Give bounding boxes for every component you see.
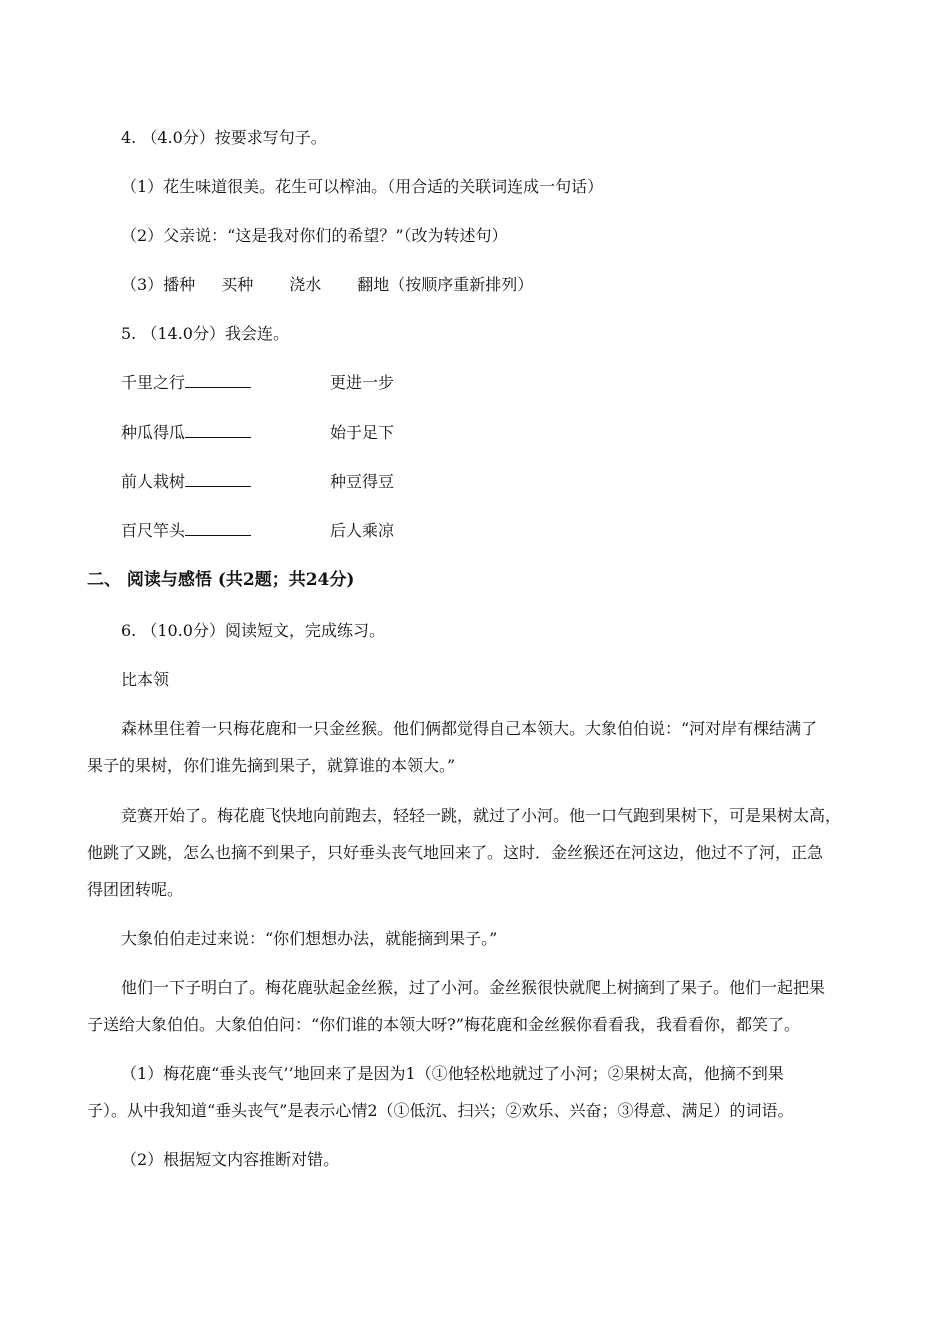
passage-paragraph-2-line-2: 他跳了又跳，怎么也摘不到果子，只好垂头丧气地回来了。这时．金丝猴还在河这边，他过不了河，正急 [87,843,824,862]
answer-blank[interactable] [185,373,251,388]
question-6-sub-1-line-1: （1）梅花鹿“垂头丧气’’地回来了是因为1（①他轻松地就过了小河；②果树太高，他摘不到果 [121,1064,784,1083]
question-6-stem: 6. （10.0分）阅读短文，完成练习。 [121,621,385,640]
match-left-item [121,472,251,492]
answer-blank[interactable] [185,521,251,536]
passage-paragraph-4-line-2: 子送给大象伯伯。大象伯伯问：“你们谁的本领大呀?”梅花鹿和金丝猴你看看我，我看看你，都笑了。 [87,1015,800,1034]
match-left-item [121,521,251,541]
answer-blank[interactable] [185,472,251,487]
match-right-item: 更进一步 [330,373,395,392]
question-4-item-2: （2）父亲说：“这是我对你们的希望？”（改为转述句） [121,226,508,245]
match-left-text: 前人栽树 [121,472,186,491]
passage-title: 比本领 [121,670,170,689]
question-4-item-3-word-1: 买种 [221,275,254,294]
section-2-heading: 二、 阅读与感悟 (共2题；共24分) [87,570,355,590]
match-left-item [121,423,251,443]
match-left-text: 百尺竿头 [121,521,186,540]
passage-paragraph-4-line-1: 他们一下子明白了。梅花鹿驮起金丝猴，过了小河。金丝猴很快就爬上树摘到了果子。他们一起把果 [121,978,826,997]
passage-paragraph-2-line-1: 竞赛开始了。梅花鹿飞快地向前跑去，轻轻一跳，就过了小河。他一口气跑到果树下，可是果树太高， [121,806,842,825]
match-left-item [121,373,251,393]
question-4-item-1: （1）花生味道很美。花生可以榨油。（用合适的关联词连成一句话） [121,177,604,196]
match-right-item: 始于足下 [330,423,395,442]
passage-paragraph-1-line-2: 果子的果树，你们谁先摘到果子，就算谁的本领大。” [87,756,456,775]
question-4-item-3-word-2: 浇水 [289,275,322,294]
question-4-item-3-label: （3）播种 [121,275,196,294]
answer-blank[interactable] [185,423,251,438]
question-6-sub-1-line-2: 子）。从中我知道“垂头丧气”是表示心情2（①低沉、扫兴；②欢乐、兴奋；③得意、满足）的词语。 [87,1101,794,1120]
question-4-item-3-word-3: 翻地（按顺序重新排列） [357,275,534,294]
passage-paragraph-2-line-3: 得团团转呢。 [87,880,184,899]
passage-paragraph-1-line-1: 森林里住着一只梅花鹿和一只金丝猴。他们俩都觉得自己本领大。大象伯伯说：“河对岸有棵结满了 [121,719,818,738]
match-right-item: 后人乘凉 [330,521,395,540]
match-left-text: 千里之行 [121,373,186,392]
question-6-sub-2: （2）根据短文内容推断对错。 [121,1150,340,1169]
match-left-text: 种瓜得瓜 [121,423,186,442]
question-5-stem: 5. （14.0分）我会连。 [121,324,289,343]
question-4-stem: 4. （4.0分）按要求写句子。 [121,128,327,147]
passage-paragraph-3: 大象伯伯走过来说：“你们想想办法，就能摘到果子。” [121,929,498,948]
question-4-item-3 [121,275,533,295]
match-right-item: 种豆得豆 [330,472,395,491]
